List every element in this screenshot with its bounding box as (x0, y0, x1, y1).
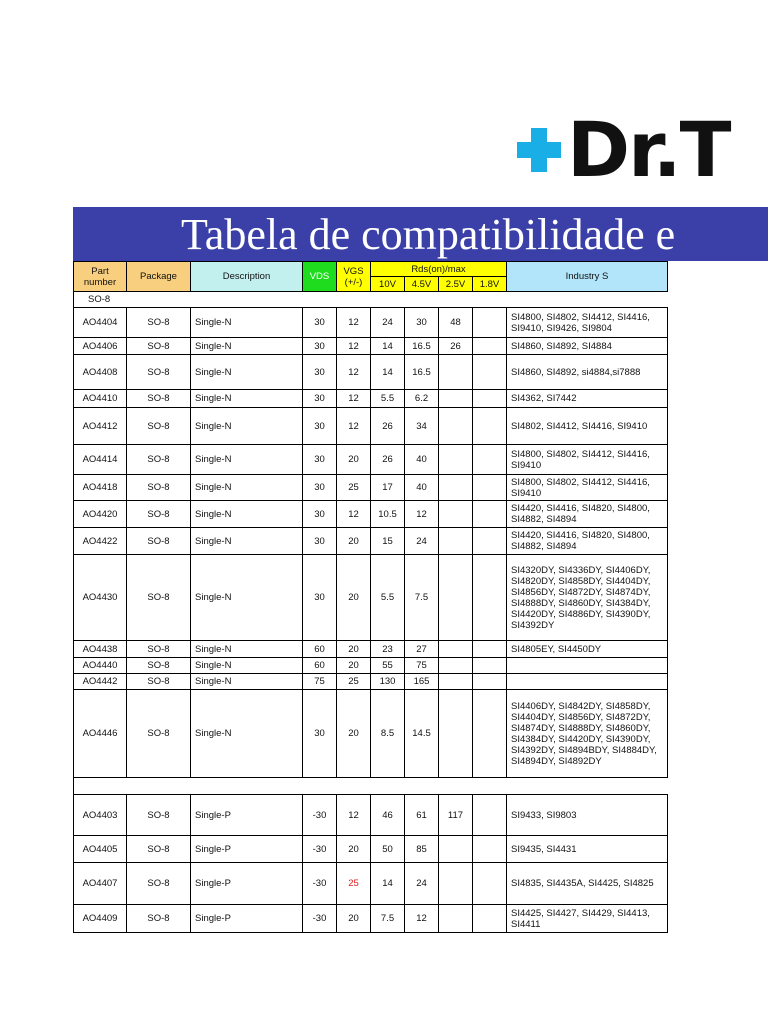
rds-1-8v-cell (473, 674, 507, 690)
description-cell: Single-N (191, 658, 303, 674)
rds-1-8v-cell (473, 836, 507, 863)
package-cell: SO-8 (127, 863, 191, 905)
col-header-industry: Industry S (507, 262, 668, 292)
table-row (74, 690, 668, 778)
industry-cell (507, 658, 668, 674)
section-row (74, 292, 668, 308)
rds-10v-cell: 26 (371, 408, 405, 445)
vds-cell: 60 (303, 658, 337, 674)
rds-10v-cell: 8.5 (371, 690, 405, 778)
col-header-vds: VDS (303, 262, 337, 292)
industry-cell (507, 674, 668, 690)
col-header-2-5v: 2.5V (439, 277, 473, 292)
part-number-cell: AO4420 (74, 501, 127, 528)
industry-cell: SI4802, SI4412, SI4416, SI9410 (507, 408, 668, 445)
col-header-1-8v: 1.8V (473, 277, 507, 292)
part-number-cell: AO4404 (74, 308, 127, 338)
industry-cell: SI4420, SI4416, SI4820, SI4800, SI4882, SI4894 (507, 528, 668, 555)
rds-10v-cell: 10.5 (371, 501, 405, 528)
industry-cell: SI4320DY, SI4336DY, SI4406DY, SI4820DY, SI4858DY, SI4404DY, SI4856DY, SI4872DY, SI4874DY, SI4888DY, SI4860DY, SI4384DY, SI4420DY, SI4886DY, SI4390DY, SI4392DY (507, 555, 668, 641)
description-cell: Single-P (191, 905, 303, 933)
package-cell: SO-8 (127, 355, 191, 390)
vgs-cell: 20 (337, 528, 371, 555)
rds-2-5v-cell (439, 905, 473, 933)
part-number-cell: AO4409 (74, 905, 127, 933)
spacer-row (74, 778, 668, 795)
rds-10v-cell: 5.5 (371, 390, 405, 408)
table-row (74, 528, 668, 555)
description-cell: Single-N (191, 501, 303, 528)
part-number-cell: AO4412 (74, 408, 127, 445)
rds-10v-cell: 15 (371, 528, 405, 555)
package-cell: SO-8 (127, 408, 191, 445)
description-cell: Single-P (191, 863, 303, 905)
rds-10v-cell: 14 (371, 338, 405, 355)
title-banner (73, 207, 768, 261)
rds-2-5v-cell (439, 475, 473, 501)
rds-10v-cell: 55 (371, 658, 405, 674)
rds-2-5v-cell: 48 (439, 308, 473, 338)
rds-1-8v-cell (473, 905, 507, 933)
col-header-vgs: VGS (+/-) (337, 262, 371, 292)
rds-2-5v-cell (439, 408, 473, 445)
col-header-package: Package (127, 262, 191, 292)
rds-4-5v-cell: 165 (405, 674, 439, 690)
table-row (74, 390, 668, 408)
vgs-cell: 12 (337, 308, 371, 338)
part-number-cell: AO4408 (74, 355, 127, 390)
vds-cell: 30 (303, 355, 337, 390)
rds-2-5v-cell (439, 355, 473, 390)
rds-10v-cell: 26 (371, 445, 405, 475)
industry-cell: SI4800, SI4802, SI4412, SI4416, SI9410, SI9426, SI9804 (507, 308, 668, 338)
part-number-cell: AO4403 (74, 795, 127, 836)
package-cell: SO-8 (127, 501, 191, 528)
col-header-4-5v: 4.5V (405, 277, 439, 292)
table-row (74, 658, 668, 674)
rds-2-5v-cell (439, 501, 473, 528)
brand-logo (517, 112, 768, 188)
rds-4-5v-cell: 27 (405, 641, 439, 658)
industry-cell: SI4425, SI4427, SI4429, SI4413, SI4411 (507, 905, 668, 933)
rds-2-5v-cell (439, 555, 473, 641)
table-row (74, 641, 668, 658)
description-cell: Single-N (191, 355, 303, 390)
rds-1-8v-cell (473, 555, 507, 641)
table-row (74, 863, 668, 905)
rds-10v-cell: 5.5 (371, 555, 405, 641)
rds-2-5v-cell (439, 863, 473, 905)
rds-4-5v-cell: 12 (405, 905, 439, 933)
vgs-cell: 12 (337, 355, 371, 390)
col-header-description: Description (191, 262, 303, 292)
description-cell: Single-N (191, 338, 303, 355)
vgs-cell: 25 (337, 863, 371, 905)
description-cell: Single-P (191, 836, 303, 863)
package-cell: SO-8 (127, 795, 191, 836)
vds-cell: 30 (303, 475, 337, 501)
package-cell: SO-8 (127, 308, 191, 338)
page-title: Tabela de compatibilidade e (181, 210, 676, 259)
description-cell: Single-N (191, 555, 303, 641)
industry-cell: SI4800, SI4802, SI4412, SI4416, SI9410 (507, 475, 668, 501)
vds-cell: 30 (303, 528, 337, 555)
part-number-cell: AO4430 (74, 555, 127, 641)
rds-4-5v-cell: 16.5 (405, 338, 439, 355)
col-header-part-number: Part number (74, 262, 127, 292)
vds-cell: -30 (303, 863, 337, 905)
package-cell: SO-8 (127, 836, 191, 863)
rds-10v-cell: 23 (371, 641, 405, 658)
vgs-cell: 20 (337, 905, 371, 933)
table-row (74, 905, 668, 933)
vds-cell: 30 (303, 308, 337, 338)
table-row (74, 674, 668, 690)
part-number-cell: AO4446 (74, 690, 127, 778)
vgs-cell: 20 (337, 641, 371, 658)
rds-2-5v-cell (439, 390, 473, 408)
rds-1-8v-cell (473, 475, 507, 501)
rds-1-8v-cell (473, 658, 507, 674)
vgs-cell: 20 (337, 690, 371, 778)
description-cell: Single-N (191, 528, 303, 555)
table-row (74, 308, 668, 338)
industry-cell: SI9433, SI9803 (507, 795, 668, 836)
vds-cell: 60 (303, 641, 337, 658)
vds-cell: 30 (303, 501, 337, 528)
rds-1-8v-cell (473, 690, 507, 778)
rds-10v-cell: 24 (371, 308, 405, 338)
vgs-cell: 25 (337, 475, 371, 501)
industry-cell: SI4420, SI4416, SI4820, SI4800, SI4882, SI4894 (507, 501, 668, 528)
part-number-cell: AO4406 (74, 338, 127, 355)
industry-cell: SI4800, SI4802, SI4412, SI4416, SI9410 (507, 445, 668, 475)
industry-cell: SI4805EY, SI4450DY (507, 641, 668, 658)
package-cell: SO-8 (127, 338, 191, 355)
col-header-10v: 10V (371, 277, 405, 292)
vds-cell: 30 (303, 555, 337, 641)
rds-1-8v-cell (473, 795, 507, 836)
table-row (74, 355, 668, 390)
compatibility-table (73, 261, 668, 933)
table-row (74, 445, 668, 475)
description-cell: Single-N (191, 445, 303, 475)
rds-1-8v-cell (473, 408, 507, 445)
rds-4-5v-cell: 61 (405, 795, 439, 836)
vgs-cell: 12 (337, 408, 371, 445)
rds-1-8v-cell (473, 390, 507, 408)
vds-cell: 30 (303, 390, 337, 408)
vgs-cell: 20 (337, 658, 371, 674)
vds-cell: 30 (303, 690, 337, 778)
vds-cell: 30 (303, 445, 337, 475)
part-number-cell: AO4422 (74, 528, 127, 555)
logo-text: Dr.T (567, 112, 730, 188)
package-cell: SO-8 (127, 905, 191, 933)
industry-cell: SI4362, SI7442 (507, 390, 668, 408)
vgs-cell: 12 (337, 795, 371, 836)
description-cell: Single-N (191, 674, 303, 690)
package-cell: SO-8 (127, 641, 191, 658)
table-row (74, 408, 668, 445)
industry-cell: SI4860, SI4892, si4884,si7888 (507, 355, 668, 390)
rds-2-5v-cell (439, 658, 473, 674)
table-row (74, 555, 668, 641)
vds-cell: 30 (303, 338, 337, 355)
rds-2-5v-cell (439, 836, 473, 863)
rds-10v-cell: 14 (371, 863, 405, 905)
package-cell: SO-8 (127, 528, 191, 555)
rds-4-5v-cell: 40 (405, 475, 439, 501)
rds-4-5v-cell: 24 (405, 528, 439, 555)
rds-1-8v-cell (473, 338, 507, 355)
rds-2-5v-cell (439, 528, 473, 555)
vds-cell: -30 (303, 795, 337, 836)
rds-10v-cell: 46 (371, 795, 405, 836)
rds-1-8v-cell (473, 528, 507, 555)
vgs-cell: 12 (337, 390, 371, 408)
rds-4-5v-cell: 30 (405, 308, 439, 338)
rds-1-8v-cell (473, 308, 507, 338)
rds-4-5v-cell: 75 (405, 658, 439, 674)
medical-cross-icon (517, 128, 561, 172)
part-number-cell: AO4440 (74, 658, 127, 674)
part-number-cell: AO4442 (74, 674, 127, 690)
vgs-cell: 20 (337, 555, 371, 641)
rds-4-5v-cell: 40 (405, 445, 439, 475)
rds-4-5v-cell: 6.2 (405, 390, 439, 408)
rds-1-8v-cell (473, 445, 507, 475)
part-number-cell: AO4407 (74, 863, 127, 905)
part-number-cell: AO4418 (74, 475, 127, 501)
table-row (74, 475, 668, 501)
section-label: SO-8 (74, 292, 668, 308)
part-number-cell: AO4405 (74, 836, 127, 863)
rds-4-5v-cell: 7.5 (405, 555, 439, 641)
rds-4-5v-cell: 16.5 (405, 355, 439, 390)
rds-10v-cell: 17 (371, 475, 405, 501)
rds-4-5v-cell: 14.5 (405, 690, 439, 778)
rds-1-8v-cell (473, 863, 507, 905)
vgs-cell: 12 (337, 501, 371, 528)
industry-cell: SI4406DY, SI4842DY, SI4858DY, SI4404DY, SI4856DY, SI4872DY, SI4874DY, SI4888DY, SI4860DY, SI4384DY, SI4420DY, SI4390DY, SI4392DY, SI4894BDY, SI4884DY, SI4894DY, SI4892DY (507, 690, 668, 778)
vds-cell: 75 (303, 674, 337, 690)
description-cell: Single-N (191, 308, 303, 338)
rds-4-5v-cell: 12 (405, 501, 439, 528)
vgs-cell: 20 (337, 445, 371, 475)
description-cell: Single-N (191, 390, 303, 408)
package-cell: SO-8 (127, 658, 191, 674)
vgs-cell: 20 (337, 836, 371, 863)
rds-4-5v-cell: 24 (405, 863, 439, 905)
part-number-cell: AO4414 (74, 445, 127, 475)
rds-2-5v-cell: 26 (439, 338, 473, 355)
description-cell: Single-P (191, 795, 303, 836)
part-number-cell: AO4438 (74, 641, 127, 658)
vds-cell: 30 (303, 408, 337, 445)
rds-2-5v-cell: 117 (439, 795, 473, 836)
description-cell: Single-N (191, 690, 303, 778)
rds-4-5v-cell: 34 (405, 408, 439, 445)
package-cell: SO-8 (127, 445, 191, 475)
rds-10v-cell: 130 (371, 674, 405, 690)
package-cell: SO-8 (127, 674, 191, 690)
vgs-cell: 25 (337, 674, 371, 690)
table-row (74, 795, 668, 836)
industry-cell: SI4860, SI4892, SI4884 (507, 338, 668, 355)
rds-1-8v-cell (473, 501, 507, 528)
rds-1-8v-cell (473, 641, 507, 658)
rds-4-5v-cell: 85 (405, 836, 439, 863)
rds-2-5v-cell (439, 690, 473, 778)
part-number-cell: AO4410 (74, 390, 127, 408)
rds-10v-cell: 14 (371, 355, 405, 390)
description-cell: Single-N (191, 641, 303, 658)
vgs-cell: 12 (337, 338, 371, 355)
rds-2-5v-cell (439, 674, 473, 690)
package-cell: SO-8 (127, 390, 191, 408)
rds-2-5v-cell (439, 641, 473, 658)
package-cell: SO-8 (127, 690, 191, 778)
description-cell: Single-N (191, 408, 303, 445)
rds-10v-cell: 50 (371, 836, 405, 863)
table-row (74, 836, 668, 863)
industry-cell: SI4835, SI4435A, SI4425, SI4825 (507, 863, 668, 905)
rds-1-8v-cell (473, 355, 507, 390)
description-cell: Single-N (191, 475, 303, 501)
rds-2-5v-cell (439, 445, 473, 475)
rds-10v-cell: 7.5 (371, 905, 405, 933)
vds-cell: -30 (303, 905, 337, 933)
vds-cell: -30 (303, 836, 337, 863)
industry-cell: SI9435, SI4431 (507, 836, 668, 863)
spacer-cell (74, 778, 668, 795)
package-cell: SO-8 (127, 555, 191, 641)
package-cell: SO-8 (127, 475, 191, 501)
table-row (74, 338, 668, 355)
table-row (74, 501, 668, 528)
col-header-rds-on: Rds(on)/max (371, 262, 507, 277)
